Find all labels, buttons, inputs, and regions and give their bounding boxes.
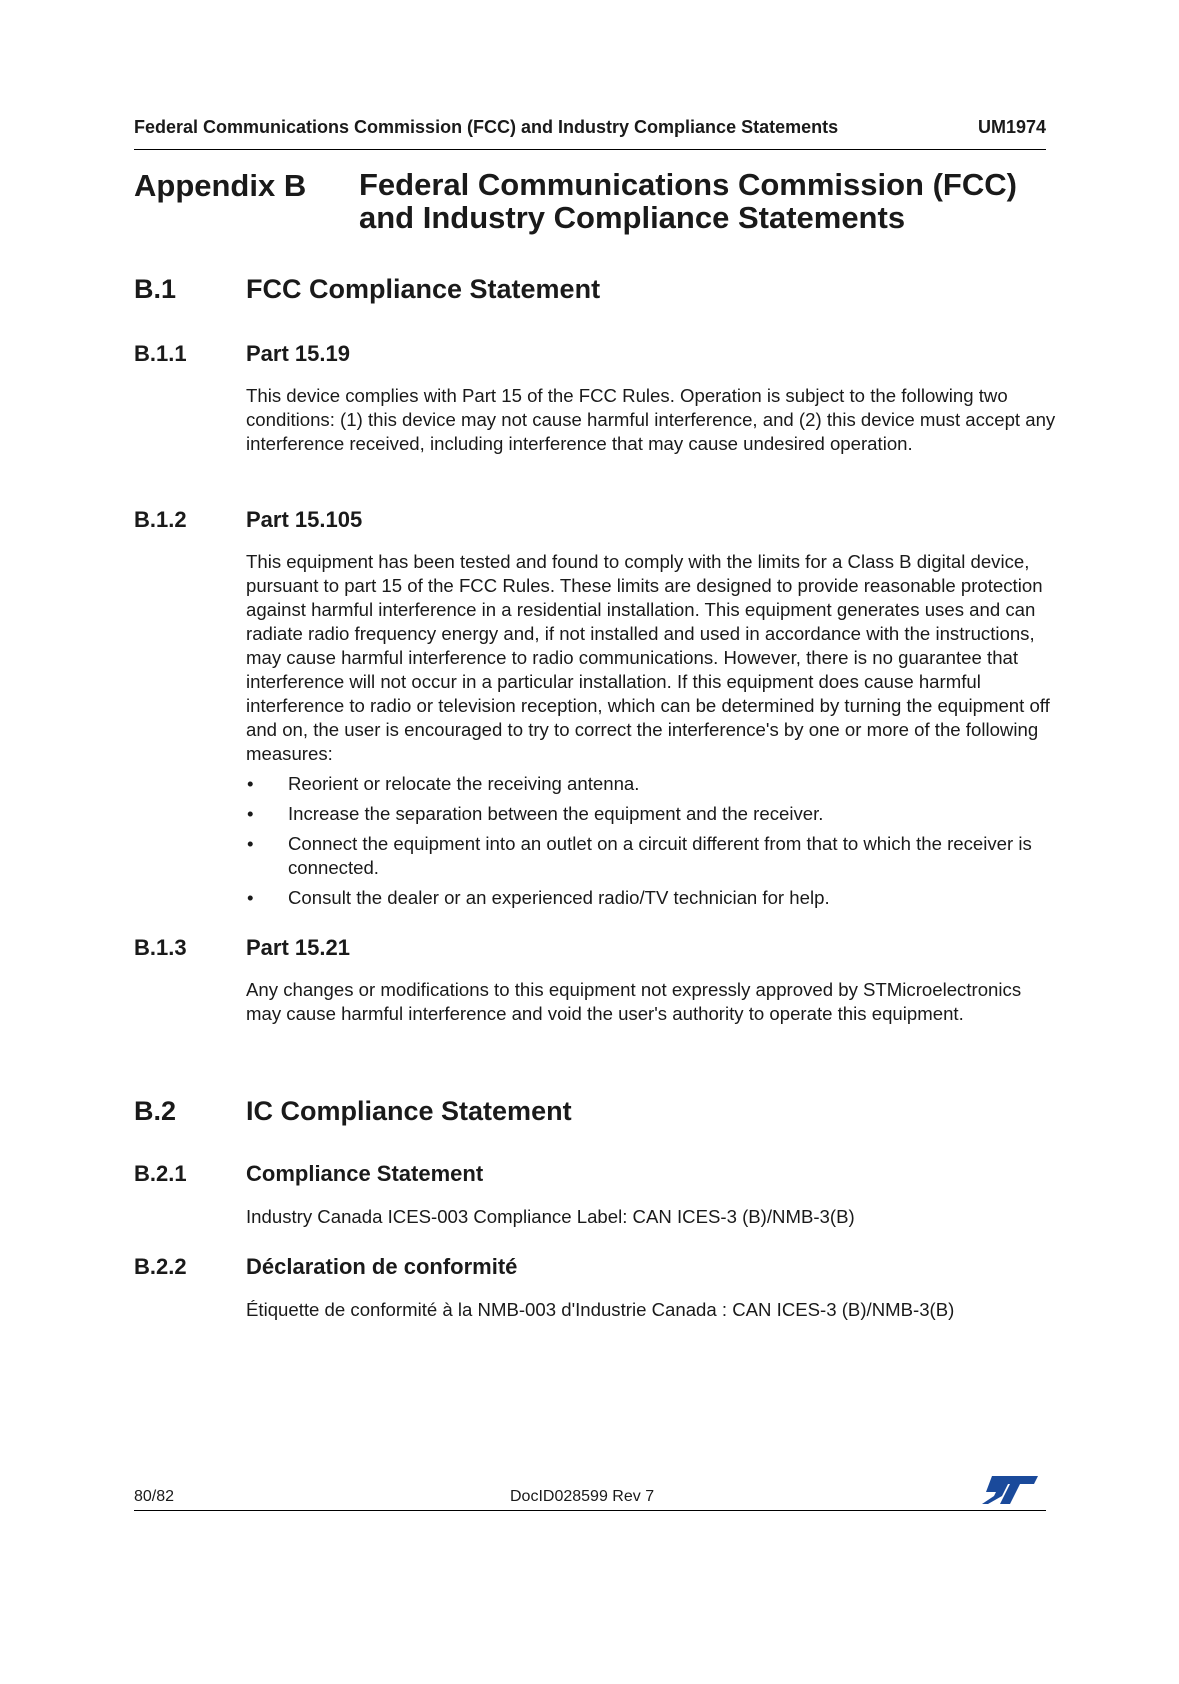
section-b13-text: Any changes or modifications to this equipment not expressly approved by STMicroelectronics may cause harmful interference and void the user's authority to operate this equipment.	[246, 979, 1022, 1024]
list-item	[246, 772, 1056, 796]
section-b2-heading: IC Compliance Statement	[246, 1096, 572, 1126]
page-header	[134, 117, 1046, 150]
appendix-title-line-1: Federal Communications Commission (FCC)	[359, 167, 1017, 202]
section-b11-number: B.1.1	[134, 341, 187, 366]
appendix-title	[359, 168, 1059, 234]
appendix-label: Appendix B	[134, 168, 307, 203]
doc-id: DocID028599 Rev 7	[510, 1488, 655, 1505]
section-b12-number: B.1.2	[134, 507, 187, 532]
page-footer	[134, 1474, 1046, 1511]
section-b12-text: This equipment has been tested and found to comply with the limits for a Class B digital device, pursuant to part 15 of the FCC Rules. These limits are designed to provide reasonable protection against harmful interference in a residential installation. This equipment generates uses and can radiate radio frequency energy and, if not installed and used in accordance with the instructions, may cause harmful interference to radio communications. However, there is no guarantee that interference will not occur in a particular installation. If this equipment does cause harmful interference to radio or television reception, which can be determined by turning the equipment off and on, the user is encouraged to try to correct the interference's by one or more of the following measures:	[246, 551, 1050, 764]
list-item-text: Reorient or relocate the receiving antenna.	[288, 773, 640, 794]
st-logo-icon	[980, 1474, 1040, 1506]
section-b1-number: B.1	[134, 274, 177, 304]
list-item-text: Consult the dealer or an experienced radio/TV technician for help.	[288, 887, 830, 908]
section-b2-number: B.2	[134, 1096, 177, 1126]
section-b13-heading: Part 15.21	[246, 935, 350, 960]
measures-list	[246, 772, 1056, 916]
section-b11-text: This device complies with Part 15 of the FCC Rules. Operation is subject to the following two conditions: (1) this device may not cause harmful interference, and (2) this device must accept any interference received, including interference that may cause undesired operation.	[246, 385, 1056, 454]
header-doc-number: UM1974	[977, 117, 1046, 137]
list-item	[246, 886, 1056, 910]
bullet-icon: •	[247, 833, 254, 854]
section-b22-heading: Déclaration de conformité	[246, 1254, 518, 1279]
bullet-icon: •	[247, 887, 254, 908]
bullet-icon: •	[247, 803, 254, 824]
list-item	[246, 832, 1056, 880]
section-b21-heading: Compliance Statement	[246, 1161, 484, 1186]
section-b22-number: B.2.2	[134, 1254, 187, 1279]
appendix-title-line-2: and Industry Compliance Statements	[359, 200, 906, 235]
list-item	[246, 802, 1056, 826]
section-b1-heading: FCC Compliance Statement	[246, 274, 601, 304]
section-b11-heading: Part 15.19	[246, 341, 350, 366]
section-b21-number: B.2.1	[134, 1161, 187, 1186]
section-b13-number: B.1.3	[134, 935, 187, 960]
page-number: 80/82	[134, 1488, 175, 1505]
list-item-text: Connect the equipment into an outlet on a circuit different from that to which the receiver is connected.	[288, 833, 1032, 878]
header-title: Federal Communications Commission (FCC) and Industry Compliance Statements	[134, 117, 839, 137]
section-b21-text: Industry Canada ICES-003 Compliance Label: CAN ICES-3 (B)/NMB-3(B)	[246, 1206, 855, 1227]
section-b12-heading: Part 15.105	[246, 507, 363, 532]
list-item-text: Increase the separation between the equipment and the receiver.	[288, 803, 824, 824]
section-b22-text: Étiquette de conformité à la NMB-003 d'Industrie Canada : CAN ICES-3 (B)/NMB-3(B)	[246, 1299, 955, 1320]
bullet-icon: •	[247, 773, 254, 794]
logo-text: ST	[1010, 1498, 1012, 1499]
